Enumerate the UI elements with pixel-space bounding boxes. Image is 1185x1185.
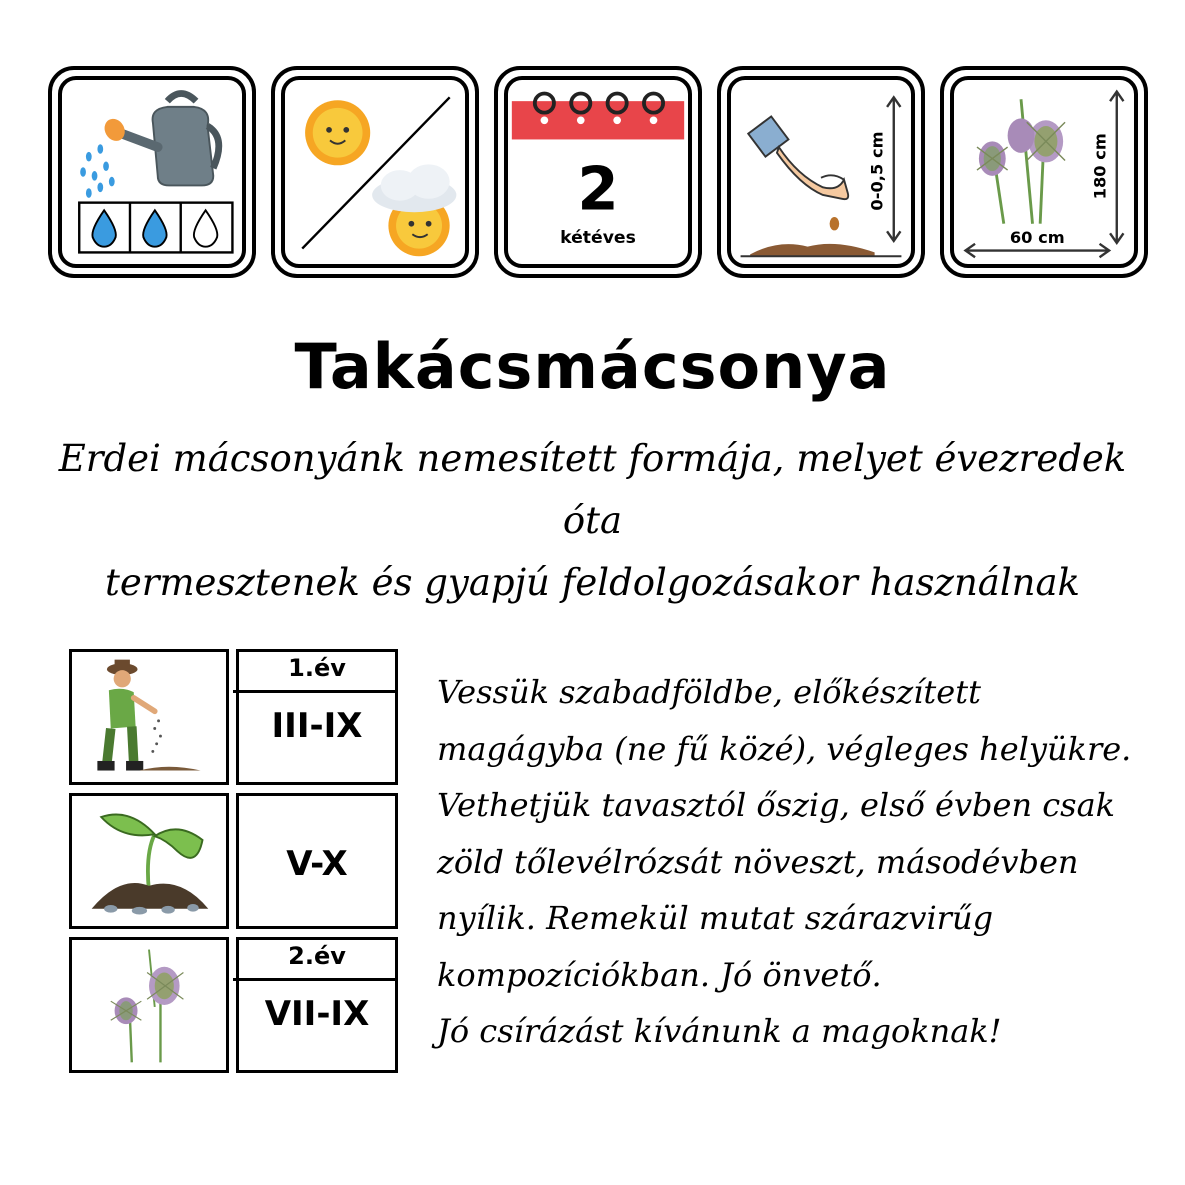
description	[437, 664, 1157, 1060]
calendar-number: 2	[577, 154, 619, 224]
width-label: 60 cm	[1009, 227, 1065, 247]
light-icon-card	[271, 66, 479, 278]
sowing-period-cell	[236, 649, 398, 785]
year-label: 1.év	[288, 654, 346, 682]
growth-period: V-X	[286, 844, 348, 884]
farmer-sowing-icon	[72, 652, 226, 782]
description-line: magágyba (ne fű közé), végleges helyükre.	[437, 729, 1132, 768]
bloom-period-cell	[236, 937, 398, 1073]
depth-label: 0-0,5 cm	[867, 131, 887, 211]
sun-icon	[305, 100, 370, 165]
description-line: Vessük szabadföldbe, előkészített	[437, 673, 981, 711]
description-line: kompozíciókban. Jó önvető.	[437, 955, 882, 994]
plant-size-icon	[954, 80, 1134, 264]
bloom-image-cell	[69, 937, 229, 1073]
teasel-flower-icon	[72, 940, 226, 1070]
height-label: 180 cm	[1090, 133, 1110, 200]
page-title: Takácsmácsonya	[294, 330, 891, 403]
growth-period-cell	[236, 793, 398, 929]
watering-icon-card	[48, 66, 256, 278]
divider	[233, 690, 395, 693]
description-line: Jó csírázást kívánunk a magoknak!	[437, 1012, 1002, 1050]
watering-can-icon	[62, 80, 242, 264]
sun-and-cloud-icon	[285, 80, 465, 264]
cloudy-sun-icon	[372, 164, 456, 256]
growth-image-cell	[69, 793, 229, 929]
description-line: Vethetjük tavasztól őszig, első évben csak	[437, 786, 1116, 824]
divider	[233, 978, 395, 981]
year-label: 2.év	[288, 942, 346, 970]
plant-size-icon-card	[940, 66, 1148, 278]
teasel-plant-icon	[977, 99, 1065, 223]
sowing-image-cell	[69, 649, 229, 785]
bloom-period: VII-IX	[264, 994, 370, 1034]
subtitle	[40, 428, 1145, 614]
sowing-period: III-IX	[271, 706, 363, 746]
subtitle-line: Erdei mácsonyánk nemesített formája, melyet évezredek óta	[58, 437, 1127, 542]
calendar-label: kétéves	[560, 227, 636, 248]
description-line: nyílik. Remekül mutat szárazvirűg	[437, 899, 994, 937]
subtitle-line: termesztenek és gyapjú feldolgozásakor használnak	[105, 561, 1080, 604]
seedling-icon	[72, 796, 226, 926]
sowing-depth-icon-card	[717, 66, 925, 278]
calendar-icon-card	[494, 66, 702, 278]
hand-sowing-icon	[731, 80, 911, 264]
description-line: zöld tőlevélrózsát növeszt, másodévben	[437, 842, 1079, 881]
calendar-icon	[508, 80, 688, 264]
